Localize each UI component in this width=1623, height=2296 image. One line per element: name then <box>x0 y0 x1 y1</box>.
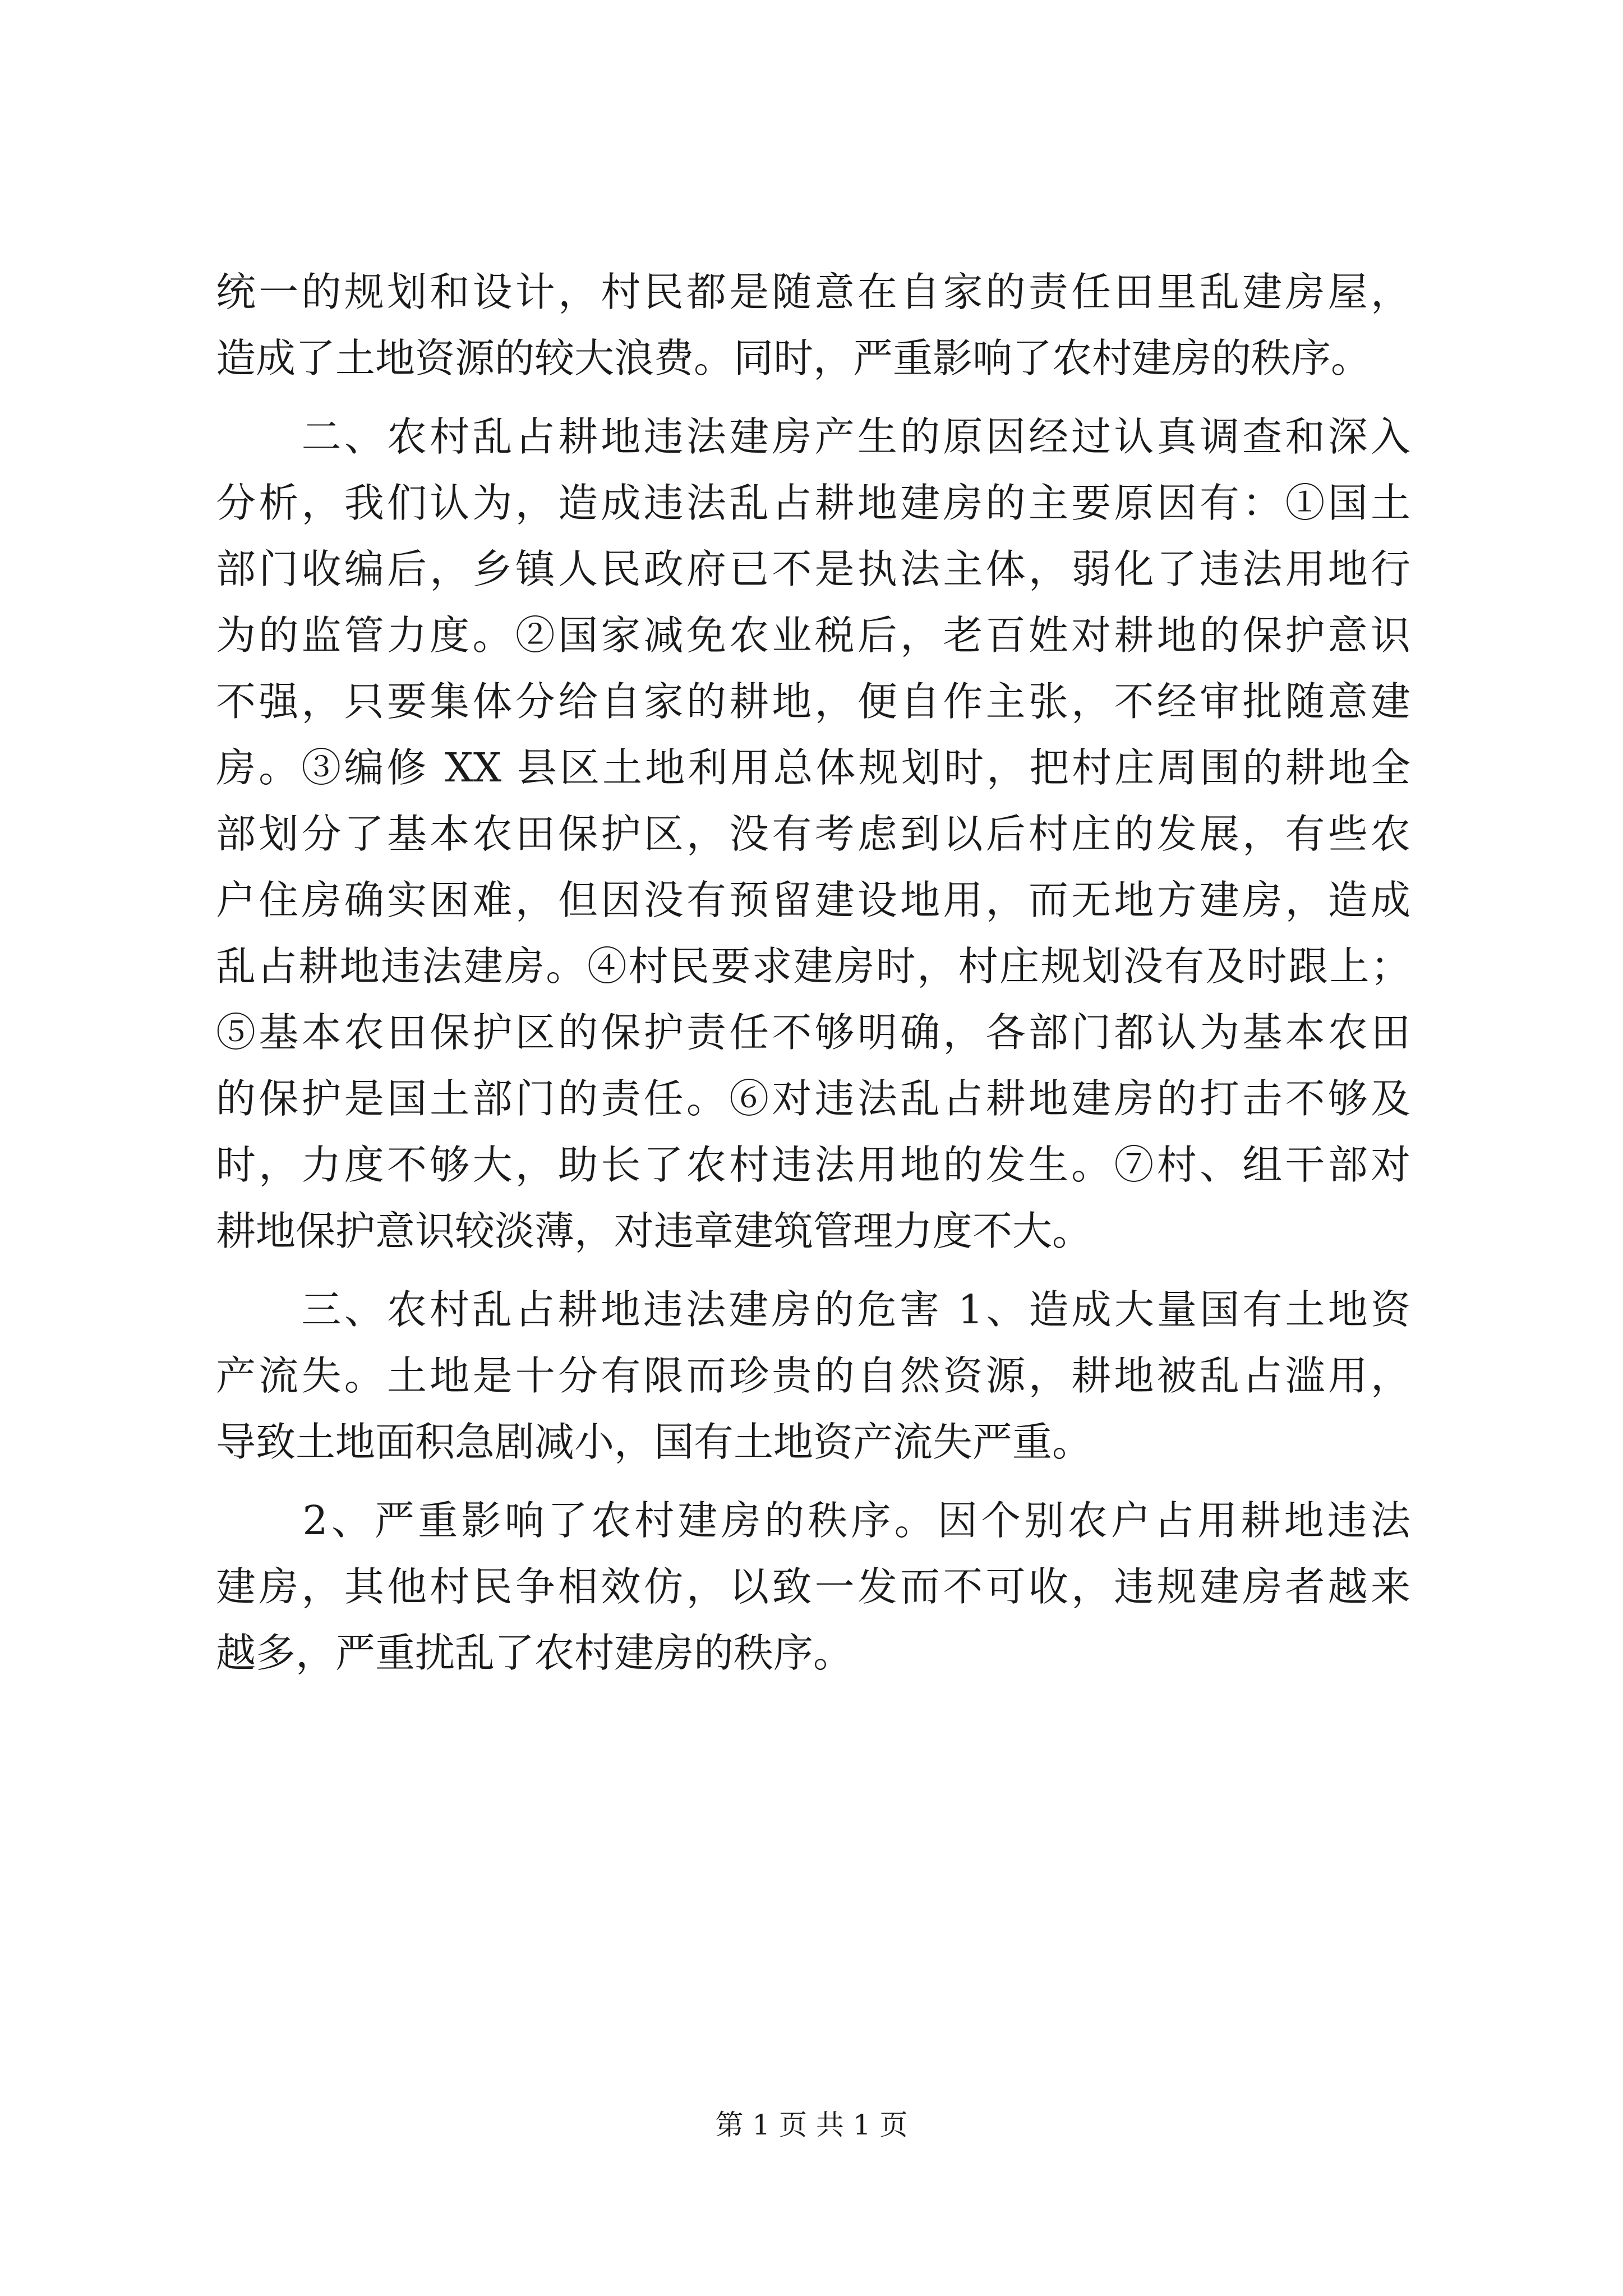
text-line: 产流失。土地是十分有限而珍贵的自然资源，耕地被乱占滥用， <box>216 1352 1410 1399</box>
text-line: 乱占耕地违法建房。④村民要求建房时，村庄规划没有及时跟上； <box>216 943 1410 990</box>
text-line: 统一的规划和设计，村民都是随意在自家的责任田里乱建房屋， <box>216 269 1410 315</box>
text-line: 二、农村乱占耕地违法建房产生的原因经过认真调查和深入 <box>216 413 1410 460</box>
text-line: 越多，严重扰乱了农村建房的秩序。 <box>216 1630 854 1676</box>
paragraph-2 <box>216 404 1410 1264</box>
text-line: 三、农村乱占耕地违法建房的危害 1、造成大量国有土地资 <box>216 1286 1410 1333</box>
text-line: 的保护是国土部门的责任。⑥对违法乱占耕地建房的打击不够及 <box>216 1075 1410 1122</box>
text-line: 耕地保护意识较淡薄，对违章建筑管理力度不大。 <box>216 1208 1092 1254</box>
text-line: ⑤基本农田保护区的保护责任不够明确，各部门都认为基本农田 <box>216 1009 1410 1056</box>
text-line: 部划分了基本农田保护区，没有考虑到以后村庄的发展，有些农 <box>216 811 1410 857</box>
document-body <box>216 259 1410 1686</box>
paragraph-1 <box>216 259 1410 392</box>
text-line: 部门收编后，乡镇人民政府已不是执法主体，弱化了违法用地行 <box>216 546 1410 592</box>
text-line: 不强，只要集体分给自家的耕地，便自作主张，不经审批随意建 <box>216 678 1410 725</box>
text-line: 为的监管力度。②国家减免农业税后，老百姓对耕地的保护意识 <box>216 612 1410 659</box>
text-line: 分析，我们认为，造成违法乱占耕地建房的主要原因有：①国土 <box>216 480 1410 526</box>
text-line: 建房，其他村民争相效仿，以致一发而不可收，违规建房者越来 <box>216 1563 1410 1610</box>
paragraph-4 <box>216 1488 1410 1686</box>
text-line: 房。③编修 XX 县区土地利用总体规划时，把村庄周围的耕地全 <box>216 744 1410 791</box>
paragraph-3 <box>216 1277 1410 1475</box>
text-line: 时，力度不够大，助长了农村违法用地的发生。⑦村、组干部对 <box>216 1142 1410 1188</box>
text-line: 2、严重影响了农村建房的秩序。因个别农户占用耕地违法 <box>216 1497 1410 1544</box>
text-line: 造成了土地资源的较大浪费。同时，严重影响了农村建房的秩序。 <box>216 335 1371 381</box>
text-line: 户住房确实困难，但因没有预留建设地用，而无地方建房，造成 <box>216 877 1410 923</box>
page-footer: 第 1 页 共 1 页 <box>715 2109 908 2141</box>
text-line: 导致土地面积急剧减小，国有土地资产流失严重。 <box>216 1419 1092 1465</box>
